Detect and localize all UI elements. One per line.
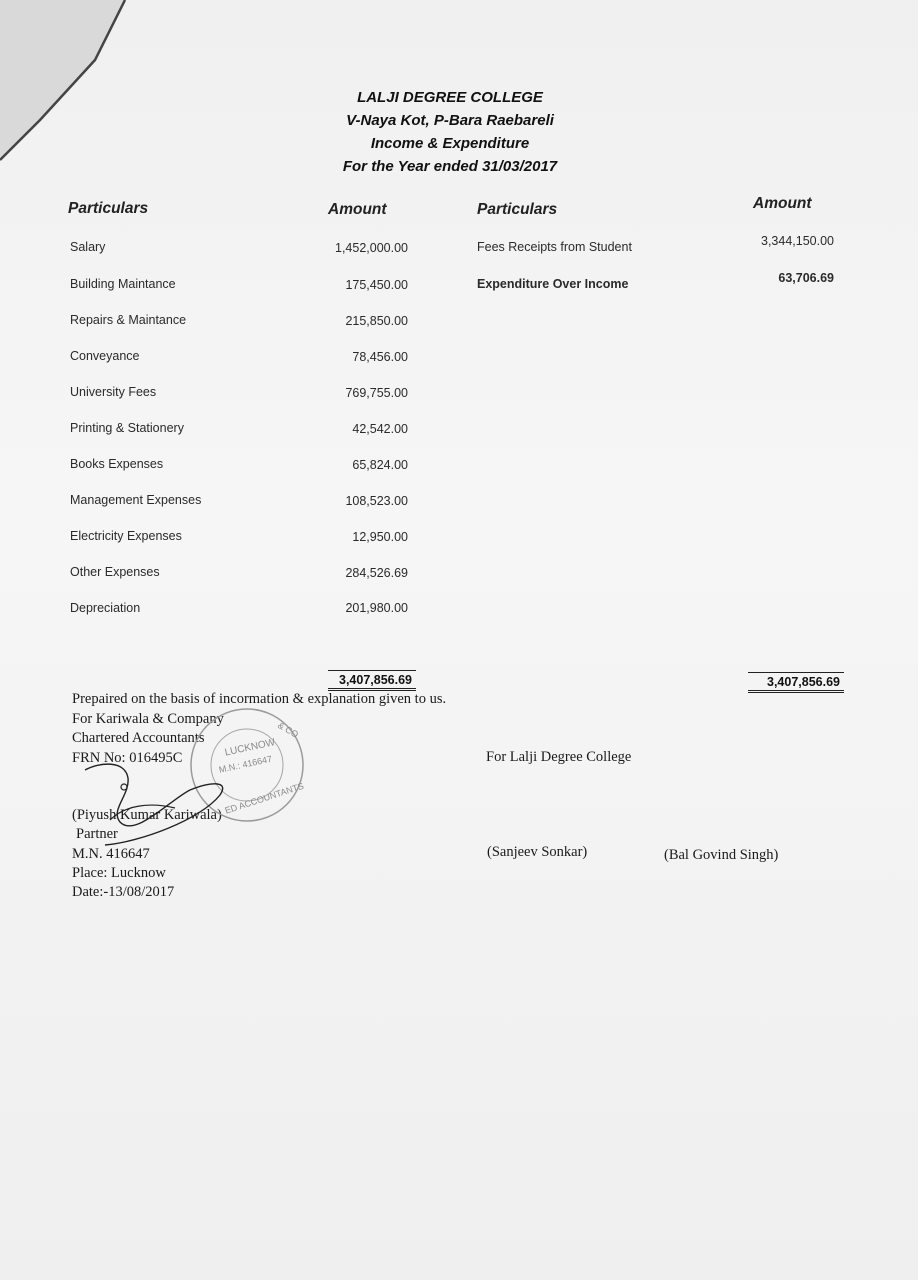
handwritten-signature (80, 760, 250, 850)
expense-amount: 12,950.00 (352, 530, 408, 544)
partner-title: Partner (76, 826, 118, 842)
date: Date:-13/08/2017 (72, 884, 175, 900)
membership-number: M.N. 416647 (72, 846, 150, 862)
college-name: LALJI DEGREE COLLEGE (357, 89, 543, 106)
expense-label: Management Expenses (70, 493, 202, 507)
expense-amount: 284,526.69 (345, 566, 408, 580)
income-label: Fees Receipts from Student (477, 240, 632, 254)
signer-sonkar: (Sanjeev Sonkar) (487, 844, 588, 860)
expense-amount: 1,452,000.00 (335, 241, 408, 255)
expense-amount: 175,450.00 (345, 278, 408, 292)
expense-label: Salary (70, 240, 106, 254)
left-particulars-heading: Particulars (68, 200, 149, 217)
expense-amount: 78,456.00 (352, 350, 408, 364)
expense-amount: 65,824.00 (352, 458, 408, 472)
firm-name: For Kariwala & Company (72, 711, 224, 727)
firm-registration: FRN No: 016495C (72, 750, 183, 766)
expense-label: Printing & Stationery (70, 421, 184, 435)
expense-amount: 201,980.00 (345, 601, 408, 615)
expense-label: Repairs & Maintance (70, 313, 187, 327)
statement-period: For the Year ended 31/03/2017 (342, 158, 558, 175)
left-total: 3,407,856.69 (328, 670, 416, 691)
folded-corner (0, 0, 140, 170)
expense-label: Books Expenses (70, 457, 164, 471)
statement-header (250, 86, 650, 178)
expense-amount: 769,755.00 (345, 386, 408, 400)
right-particulars-heading: Particulars (477, 201, 558, 218)
expense-label: Depreciation (70, 601, 141, 615)
statement-title: Income & Expenditure (370, 135, 530, 152)
college-address: V-Naya Kot, P-Bara Raebareli (346, 112, 554, 129)
place: Place: Lucknow (72, 865, 166, 881)
expense-label: Building Maintance (70, 277, 176, 291)
income-label: Expenditure Over Income (477, 277, 629, 291)
left-amount-heading: Amount (328, 201, 387, 218)
expense-amount: 215,850.00 (345, 314, 408, 328)
college-signature-line: For Lalji Degree College (486, 749, 632, 765)
firm-role: Chartered Accountants (72, 730, 205, 746)
income-amount: 3,344,150.00 (761, 234, 834, 248)
income-amount: 63,706.69 (778, 271, 834, 285)
signer-singh: (Bal Govind Singh) (664, 847, 779, 863)
svg-text:& CO: & CO (276, 720, 301, 740)
right-amount-heading: Amount (753, 195, 812, 212)
expense-label: Other Expenses (70, 565, 160, 579)
preparation-note: Prepaired on the basis of incormation & explanation given to us. (72, 691, 447, 707)
expense-amount: 42,542.00 (352, 422, 408, 436)
expense-label: Conveyance (70, 349, 140, 363)
expense-label: University Fees (70, 385, 157, 399)
right-total: 3,407,856.69 (748, 672, 844, 693)
expense-amount: 108,523.00 (345, 494, 408, 508)
expense-label: Electricity Expenses (70, 529, 182, 543)
svg-text:M.N.: 416647: M.N.: 416647 (217, 753, 273, 775)
partner-name: (Piyush Kumar Kariwala) (72, 807, 222, 823)
svg-text:LUCKNOW: LUCKNOW (223, 737, 277, 759)
svg-text:ED ACCOUNTANTS: ED ACCOUNTANTS (223, 780, 306, 816)
